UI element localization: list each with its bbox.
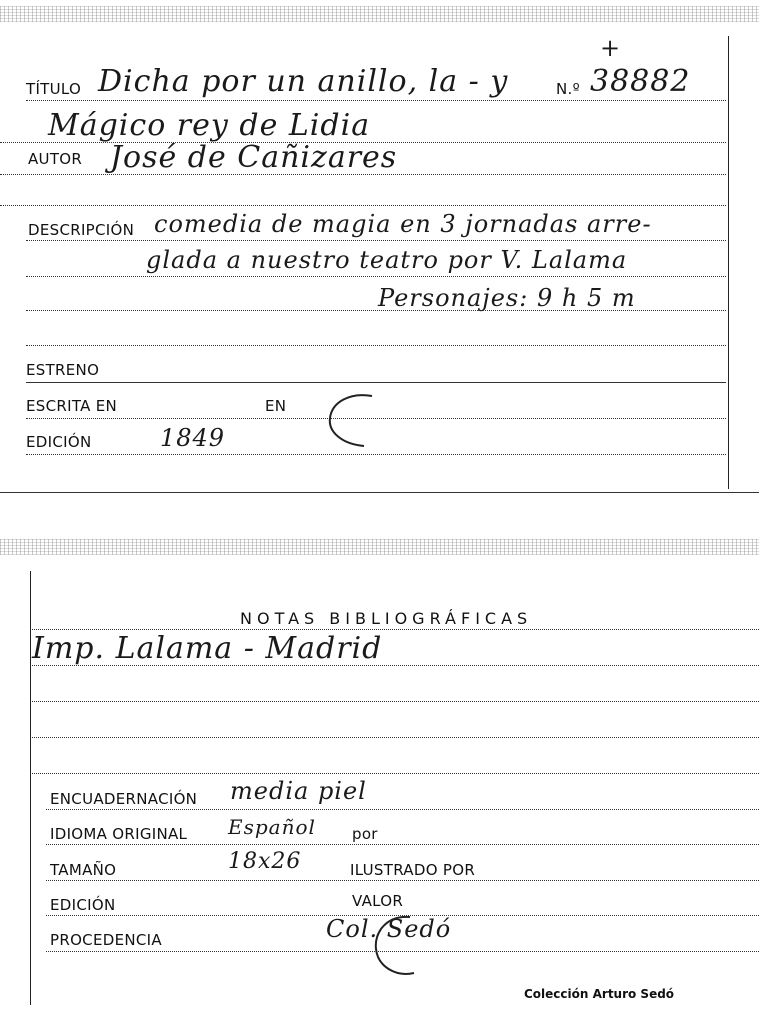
encuadernacion-value: media piel [230, 777, 367, 805]
number-value: 38882 [590, 64, 691, 99]
card-border [30, 571, 31, 1005]
notas-rule-3 [30, 701, 759, 702]
idioma-label: IDIOMA ORIGINAL [50, 825, 188, 843]
descripcion-rule-2 [26, 276, 726, 277]
notas-rule-4 [30, 737, 759, 738]
descripcion-rule-3 [26, 310, 726, 311]
escrita-en-label: ESCRITA EN [26, 397, 118, 415]
autor-label: AUTOR [28, 150, 83, 168]
valor-label: VALOR [352, 892, 404, 910]
por-label: por [352, 825, 378, 843]
tamano-rule [46, 880, 759, 881]
estreno-rule [26, 382, 726, 383]
descripcion-line3: Personajes: 9 h 5 m [378, 284, 636, 312]
idioma-rule [46, 844, 759, 845]
notas-rule-5 [30, 773, 759, 774]
top-index-card [0, 0, 759, 495]
descripcion-rule-1 [26, 240, 726, 241]
card-border [728, 36, 729, 489]
descripcion-label: DESCRIPCIÓN [28, 221, 135, 239]
notas-title: NOTAS BIBLIOGRÁFICAS [240, 609, 533, 628]
stamp-mark [320, 388, 390, 452]
idioma-value: Español [228, 815, 316, 839]
descripcion-line1: comedia de magia en 3 jornadas arre- [154, 210, 652, 238]
edicion-label: EDICIÓN [50, 896, 116, 914]
number-mark: + [600, 34, 622, 62]
edicion-label: EDICIÓN [26, 433, 92, 451]
titulo-label: TÍTULO [26, 80, 82, 98]
descripcion-line2: glada a nuestro teatro por V. Lalama [146, 246, 628, 274]
notas-rule-2 [30, 665, 759, 666]
card-bottom-edge [0, 492, 759, 493]
collection-footer: Colección Arturo Sedó [524, 987, 675, 1001]
stamp-mark [370, 911, 434, 981]
procedencia-value: Col. Sedó [326, 915, 452, 943]
number-label: N.º [556, 80, 580, 98]
procedencia-label: PROCEDENCIA [50, 931, 162, 949]
notas-rule-1 [30, 629, 759, 630]
estreno-label: ESTRENO [26, 361, 100, 379]
autor-value: José de Cañizares [110, 140, 398, 175]
notas-value: Imp. Lalama - Madrid [32, 631, 383, 666]
autor-rule [0, 174, 726, 175]
titulo-value: Dicha por un anillo, la - y [98, 64, 509, 99]
encuadernacion-rule [46, 809, 759, 810]
titulo-rule [26, 100, 726, 101]
encuadernacion-label: ENCUADERNACIÓN [50, 790, 198, 808]
descripcion-rule-4 [26, 345, 726, 346]
torn-edge-texture [0, 6, 759, 22]
torn-edge-texture [0, 539, 759, 555]
tamano-label: TAMAÑO [50, 861, 117, 879]
titulo-line2: Mágico rey de Lidia [48, 108, 371, 143]
edicion-value: 1849 [160, 424, 226, 452]
blank-rule-1 [0, 205, 726, 206]
en-label: EN [265, 397, 287, 415]
edicion-rule [26, 454, 726, 455]
ilustrado-label: ILUSTRADO POR [350, 861, 476, 879]
bottom-index-card [0, 535, 759, 1005]
tamano-value: 18x26 [228, 849, 302, 874]
